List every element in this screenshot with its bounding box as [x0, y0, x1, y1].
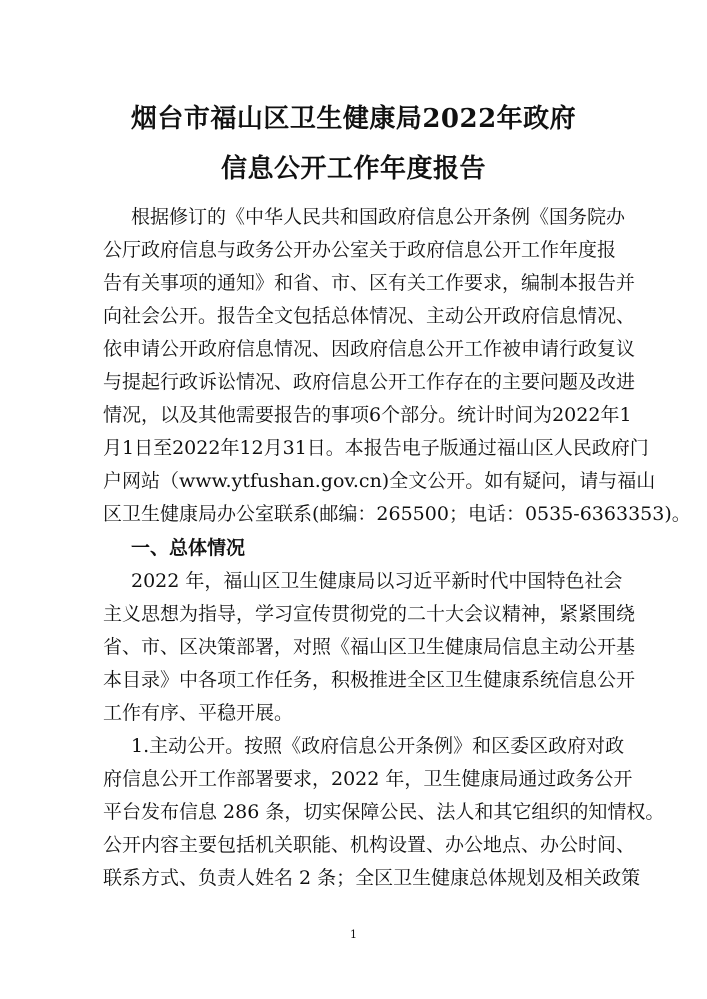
- text-line: 本目录》中各项工作任务，积极推进全区卫生健康系统信息公开: [103, 669, 636, 691]
- text-line: 向社会公开。报告全文包括总体情况、主动公开政府信息情况、: [103, 305, 636, 327]
- text-line: 府信息公开工作部署要求，2022 年，卫生健康局通过政务公开: [103, 768, 633, 790]
- text-line: 根据修订的《中华人民共和国政府信息公开条例《国务院办: [131, 206, 626, 228]
- text-line: 情况，以及其他需要报告的事项6个部分。统计时间为2022年1: [103, 404, 632, 426]
- text-line: 公开内容主要包括机关职能、机构设置、办公地点、办公时间、: [103, 834, 636, 856]
- text-line: 户网站（www.ytfushan.gov.cn)全文公开。如有疑问，请与福山: [103, 470, 656, 492]
- text-line: 主义思想为指导，学习宣传贯彻党的二十大会议精神，紧紧围绕: [103, 603, 636, 625]
- text-line: 区卫生健康局办公室联系(邮编：265500；电话：0535-6363353)。: [103, 503, 691, 525]
- text-line: 依申请公开政府信息情况、因政府信息公开工作被申请行政复议: [103, 338, 636, 360]
- text-line: 工作有序、平稳开展。: [103, 702, 294, 724]
- text-line: 月1日至2022年12月31日。本报告电子版通过福山区人民政府门: [103, 437, 649, 459]
- text-line: 与提起行政诉讼情况、政府信息公开工作存在的主要问题及改进: [103, 371, 636, 393]
- text-line: 省、市、区决策部署，对照《福山区卫生健康局信息主动公开基: [103, 636, 636, 658]
- text-line: 1.主动公开。按照《政府信息公开条例》和区委区政府对政: [131, 735, 625, 757]
- page-number: 1: [350, 928, 357, 941]
- document-title-line-1: 烟台市福山区卫生健康局2022年政府: [130, 104, 577, 134]
- text-line: 2022 年，福山区卫生健康局以习近平新时代中国特色社会: [131, 570, 623, 592]
- text-line: 告有关事项的通知》和省、市、区有关工作要求，编制本报告并: [103, 272, 636, 294]
- text-line: 公厅政府信息与政务公开办公室关于政府信息公开工作年度报: [103, 239, 617, 261]
- document-title-line-2: 信息公开工作年度报告: [220, 154, 486, 184]
- text-line: 联系方式、负责人姓名 2 条；全区卫生健康总体规划及相关政策: [103, 867, 641, 889]
- text-line: 平台发布信息 286 条，切实保障公民、法人和其它组织的知情权。: [103, 801, 665, 823]
- section-heading: 一、总体情况: [131, 537, 246, 559]
